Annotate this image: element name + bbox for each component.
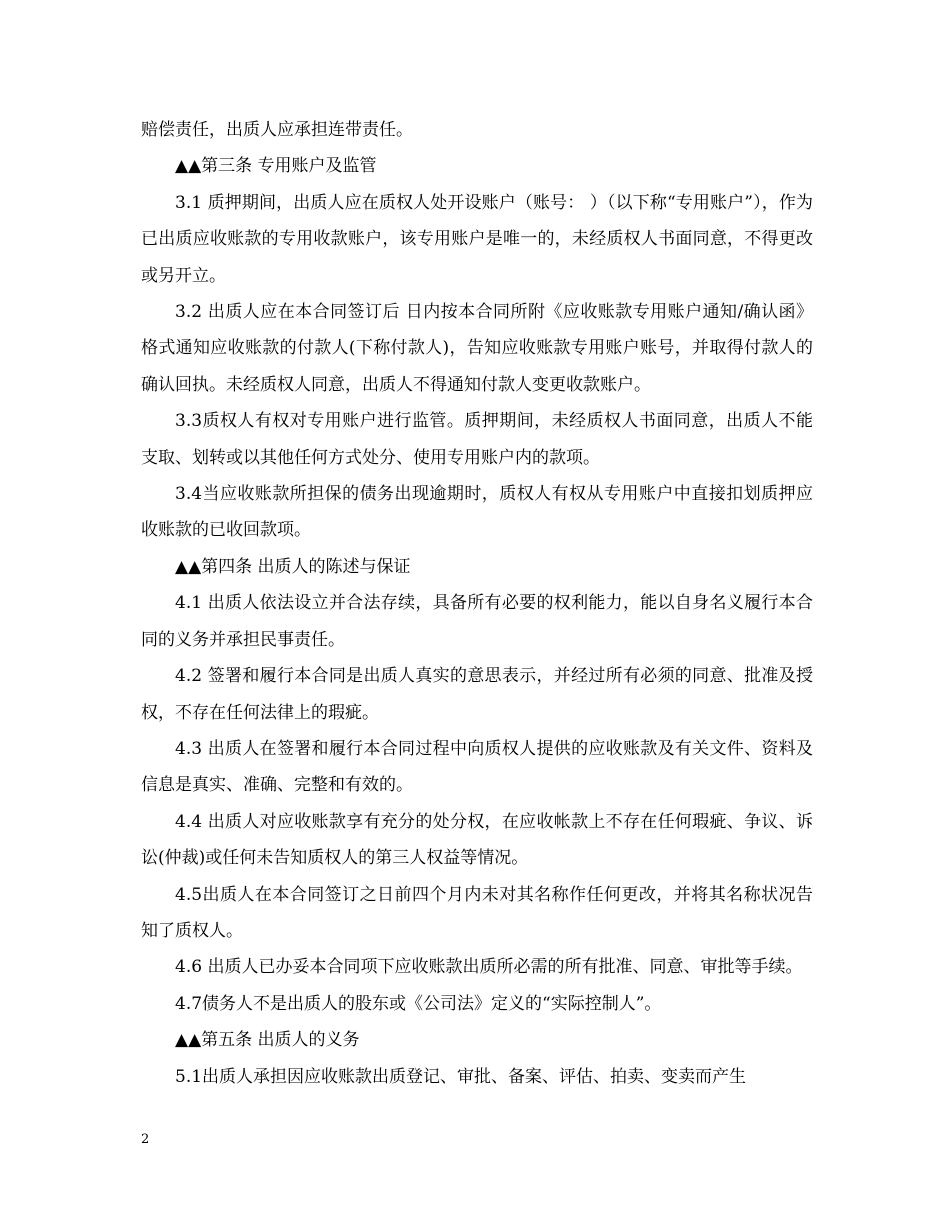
paragraph-4-5: 4.5出质人在本合同签订之日前四个月内未对其名称作任何更改，并将其名称状况告知了质权人。	[141, 884, 813, 941]
paragraph-4-1: 4.1 出质人依法设立并合法存续，具备所有必要的权利能力，能以自身名义履行本合同的义务并承担民事责任。	[141, 593, 813, 650]
paragraph-4-2: 4.2 签署和履行本合同是出质人真实的意思表示，并经过所有必须的同意、批准及授权，不存在任何法律上的瑕疵。	[141, 666, 813, 723]
heading-article-3: ▲▲第三条 专用账户及监管	[175, 156, 377, 177]
page-number: 2	[141, 1132, 150, 1147]
paragraph-4-6: 4.6 出质人已办妥本合同项下应收账款出质所必需的所有批准、同意、审批等手续。	[175, 957, 803, 978]
heading-article-5: ▲▲第五条 出质人的义务	[175, 1030, 360, 1051]
paragraph-liability: 赔偿责任，出质人应承担连带责任。	[141, 120, 413, 140]
paragraph-5-1: 5.1出质人承担因应收账款出质登记、审批、备案、评估、拍卖、变卖而产生	[175, 1066, 747, 1087]
paragraph-3-3: 3.3质权人有权对专用账户进行监管。质押期间，未经质权人书面同意，出质人不能支取、划转或以其他任何方式处分、使用专用账户内的款项。	[141, 411, 813, 468]
paragraph-3-2: 3.2 出质人应在本合同签订后 日内按本合同所附《应收账款专用账户通知/确认函》格式通知应收账款的付款人(下称付款人)，告知应收账款专用账户账号，并取得付款人的确认回执。未经质权人同意，出质人不得通知付款人变更收款账户。	[141, 302, 813, 395]
document-body	[141, 112, 813, 1095]
heading-article-4: ▲▲第四条 出质人的陈述与保证	[175, 556, 411, 577]
paragraph-4-7: 4.7债务人不是出质人的股东或《公司法》定义的“实际控制人”。	[175, 993, 662, 1014]
paragraph-4-3: 4.3 出质人在签署和履行本合同过程中向质权人提供的应收账款及有关文件、资料及信息是真实、准确、完整和有效的。	[141, 738, 813, 796]
paragraph-4-4: 4.4 出质人对应收账款享有充分的处分权，在应收帐款上不存在任何瑕疵、争议、诉讼(仲裁)或任何未告知质权人的第三人权益等情况。	[141, 811, 813, 869]
paragraph-3-4: 3.4当应收账款所担保的债务出现逾期时，质权人有权从专用账户中直接扣划质押应收账款的已收回款项。	[141, 484, 813, 541]
paragraph-3-1: 3.1 质押期间，出质人应在质权人处开设账户（账号： ）（以下称“专用账户”），作为已出质应收账款的专用收款账户，该专用账户是唯一的，未经质权人书面同意，不得更改或另开立。	[141, 192, 813, 286]
